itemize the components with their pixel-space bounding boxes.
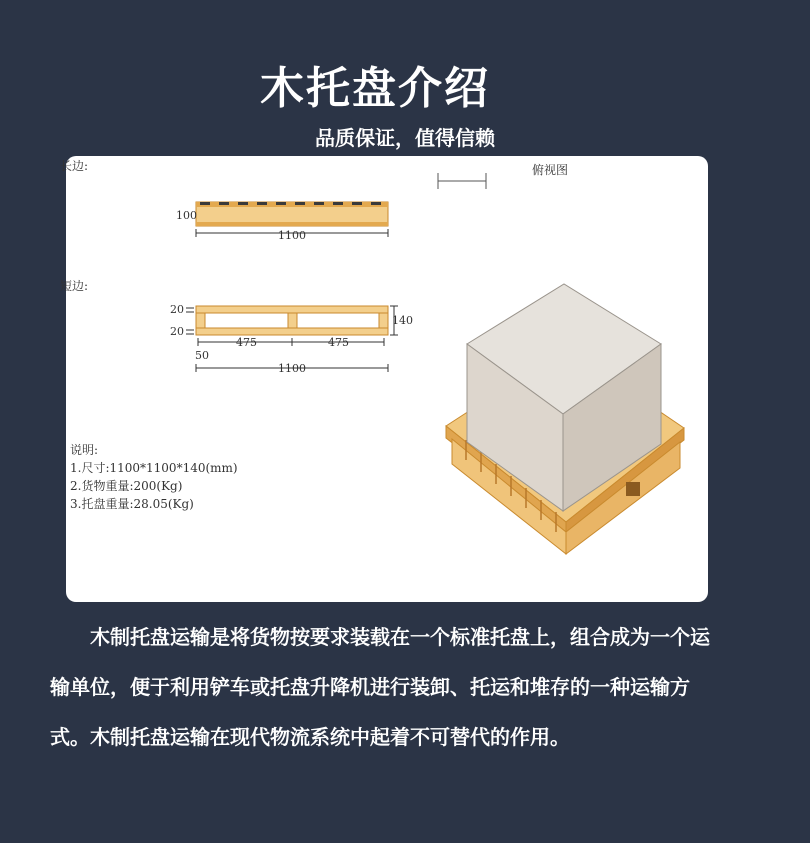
notes — [70, 443, 238, 511]
note-item: 2.货物重量:200(Kg) — [70, 479, 183, 493]
short-height-label: 140 — [392, 314, 413, 327]
long-length-label: 1100 — [278, 229, 306, 242]
pallet-drawing — [60, 156, 708, 602]
note-item: 1.尺寸:1100*1100*140(mm) — [70, 461, 238, 475]
top-view-marker — [438, 173, 486, 189]
pallet-3d-illustration — [446, 284, 684, 554]
top-view-label: 俯视图 — [532, 163, 569, 177]
page-subtitle: 品质保证，值得信赖 — [315, 126, 495, 150]
notes-title: 说明: — [70, 443, 99, 457]
short-side-label: 短边: — [60, 279, 89, 293]
description-block — [50, 612, 710, 762]
short-top-label: 20 — [170, 303, 184, 316]
note-item: 3.托盘重量:28.05(Kg) — [70, 497, 194, 511]
pallet-drawing-card — [60, 156, 708, 602]
short-bottom-label: 20 — [170, 325, 184, 338]
long-side-label: 长边: — [60, 159, 89, 173]
span-right-label: 475 — [328, 336, 349, 349]
long-height-label: 100 — [176, 209, 197, 222]
edge-offset-label: 50 — [195, 349, 209, 362]
page-title: 木托盘介绍 — [260, 63, 490, 114]
short-length-label: 1100 — [278, 362, 306, 375]
span-left-label: 475 — [236, 336, 257, 349]
description-text: 木制托盘运输是将货物按要求装载在一个标准托盘上，组合成为一个运输单位，便于利用铲车或托盘升降机进行装卸、托运和堆存的一种运输方式。木制托盘运输在现代物流系统中起着不可替代的作用。 — [50, 625, 710, 749]
